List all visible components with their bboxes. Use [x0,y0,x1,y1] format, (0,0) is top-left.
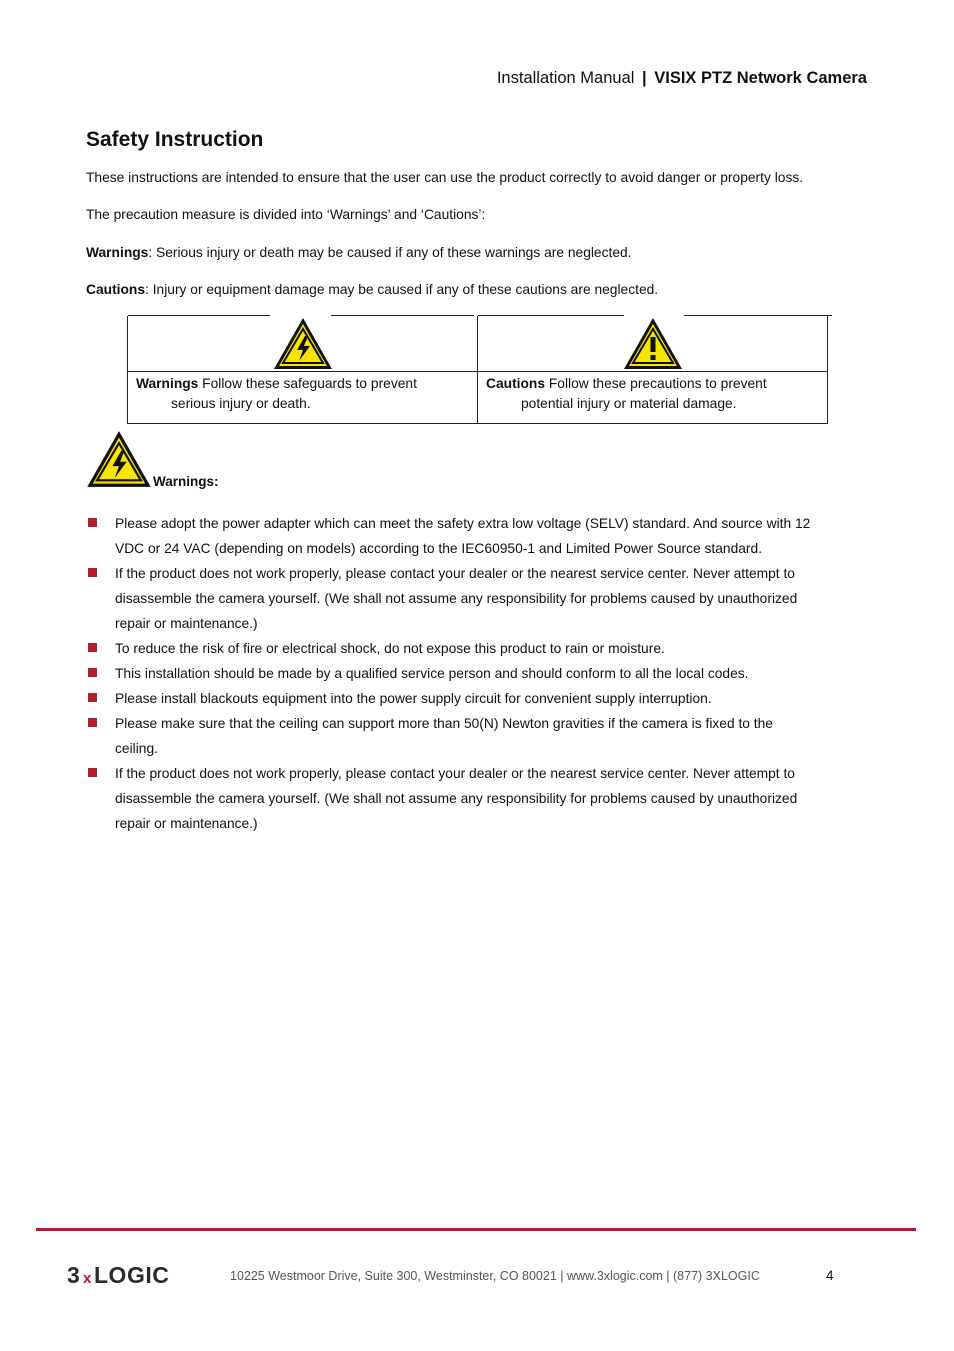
list-item [86,661,866,686]
warn-text-line1: Follow these safeguards to prevent [198,375,417,391]
list-item [86,636,866,661]
list-item [86,561,866,636]
warnings-definition [86,245,632,260]
footer-address: 10225 Westmoor Drive, Suite 300, Westminster, CO 80021 | www.3xlogic.com | (877) 3XLOGIC [230,1269,760,1283]
warn-text-line2: serious injury or death. [171,395,311,411]
list-item-line: disassemble the camera yourself. (We shall not assume any responsibility for problems caused by unauthorized [115,791,798,806]
header-separator: | [642,69,647,87]
caution-description-cell [478,371,828,423]
caution-text-line2: potential injury or material damage. [521,395,737,411]
manual-label: Installation Manual [496,69,635,87]
list-item-line: Please adopt the power adapter which can meet the safety extra low voltage (SELV) standard. And source with 12 [115,516,811,531]
company-logo [67,1262,200,1286]
warnings-heading [86,430,219,493]
precaution-paragraph: The precaution measure is divided into ‘Warnings’ and ‘Cautions’: [86,207,486,222]
warnings-term: Warnings [86,245,149,260]
exclamation-warning-icon [623,317,683,370]
square-bullet-icon [88,568,97,577]
list-item [86,511,866,561]
warning-symbol-cell [128,316,478,371]
list-item-line: To reduce the risk of fire or electrical shock, do not expose this product to rain or moisture. [115,641,665,656]
page-number: 4 [826,1268,834,1283]
warn-term: Warnings [136,375,199,391]
square-bullet-icon [88,668,97,677]
square-bullet-icon [88,643,97,652]
svg-text:3: 3 [67,1262,80,1286]
list-item-line: Please make sure that the ceiling can support more than 50(N) Newton gravities if the camera is fixed to the [115,716,773,731]
list-item-line: ceiling. [115,741,158,756]
list-item-line: If the product does not work properly, please contact your dealer or the nearest service center. Never attempt to [115,566,795,581]
list-item-line: If the product does not work properly, please contact your dealer or the nearest service center. Never attempt to [115,766,795,781]
square-bullet-icon [88,693,97,702]
list-item-line: disassemble the camera yourself. (We shall not assume any responsibility for problems caused by unauthorized [115,591,798,606]
cautions-def-text: : Injury or equipment damage may be caused if any of these cautions are neglected. [145,282,659,297]
caution-term: Cautions [486,375,546,391]
warning-description-cell [128,371,478,423]
warnings-def-text: : Serious injury or death may be caused if any of these warnings are neglected. [148,245,632,260]
cautions-definition [86,282,658,297]
caution-symbol-cell [478,316,828,371]
list-item [86,686,866,711]
warnings-label: Warnings: [153,474,219,489]
product-name: VISIX PTZ Network Camera [654,69,867,87]
cautions-term: Cautions [86,282,146,297]
symbol-table [127,316,828,424]
page-header [497,69,867,88]
electric-hazard-icon [273,317,333,370]
list-item-line: repair or maintenance.) [115,616,258,631]
list-item-line: repair or maintenance.) [115,816,258,831]
square-bullet-icon [88,718,97,727]
footer-divider [36,1228,916,1231]
warnings-list [86,511,866,836]
electric-hazard-icon [86,430,152,488]
svg-text:LOGIC: LOGIC [94,1262,170,1286]
list-item [86,711,866,761]
caution-text-line1: Follow these precautions to prevent [545,375,767,391]
list-item-line: Please install blackouts equipment into the power supply circuit for convenient supply interruption. [115,691,712,706]
list-item-line: VDC or 24 VAC (depending on models) according to the IEC60950-1 and Limited Power Source standard. [115,541,763,556]
square-bullet-icon [88,518,97,527]
square-bullet-icon [88,768,97,777]
intro-paragraph: These instructions are intended to ensure that the user can use the product correctly to avoid danger or property loss. [86,170,804,185]
svg-text:x: x [83,1270,92,1286]
list-item [86,761,866,836]
page-title: Safety Instruction [86,128,264,151]
list-item-line: This installation should be made by a qualified service person and should conform to all the local codes. [115,666,749,681]
